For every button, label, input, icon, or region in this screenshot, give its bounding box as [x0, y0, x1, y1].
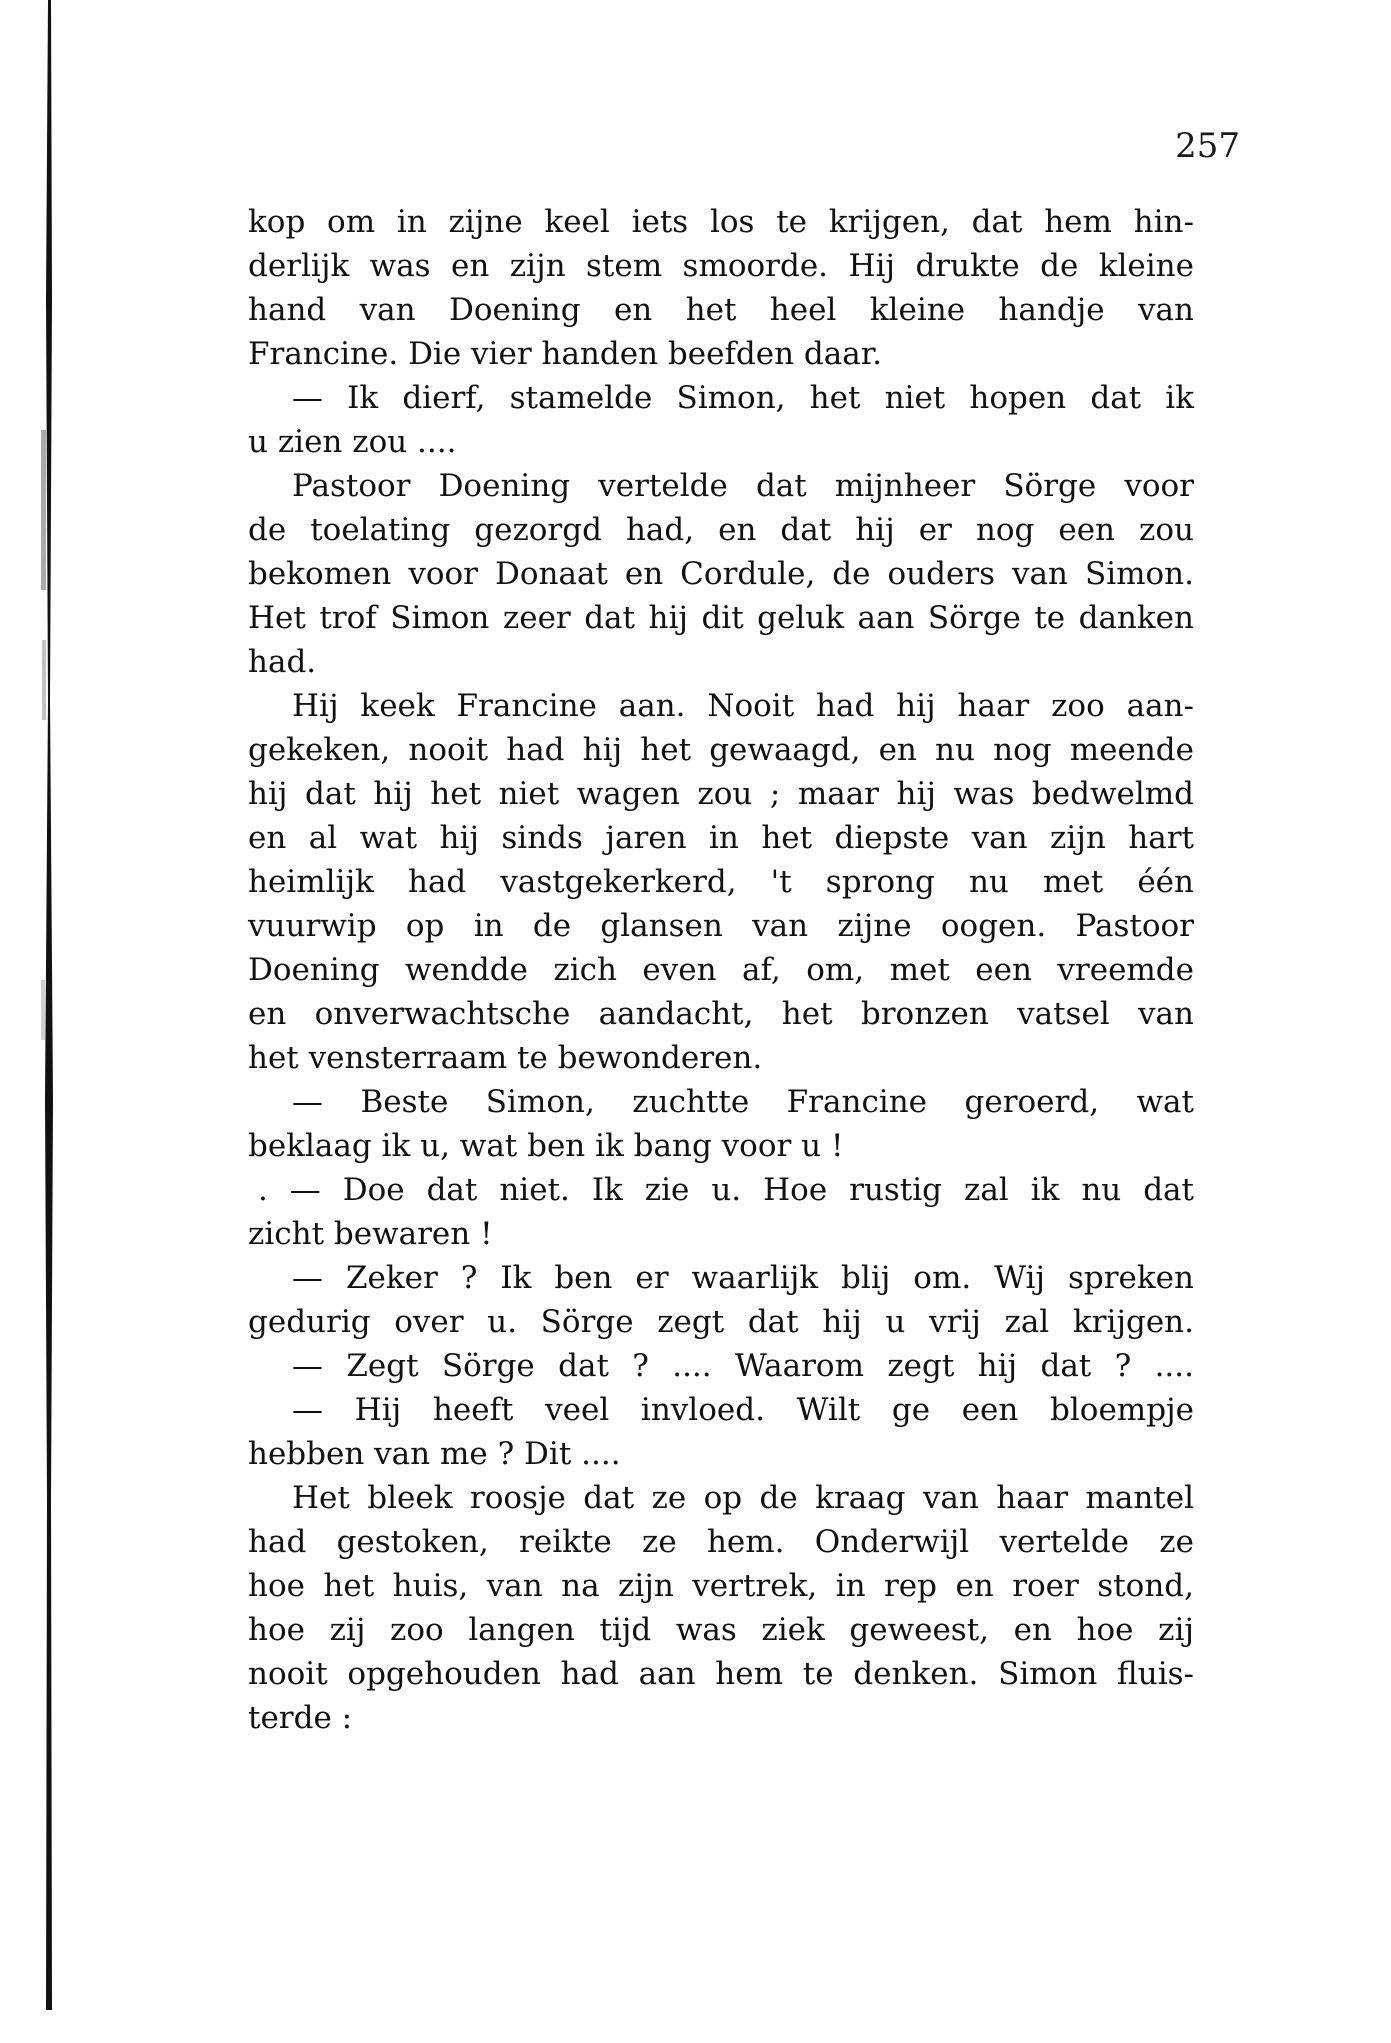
text-line: de toelating gezorgd had, en dat hij er nog een zou: [248, 512, 1194, 548]
text-line: Het trof Simon zeer dat hij dit geluk aan Sörge te danken: [248, 600, 1194, 636]
text-line: hoe het huis, van na zijn vertrek, in rep en roer stond,: [248, 1568, 1194, 1604]
text-line: bekomen voor Donaat en Cordule, de ouders van Simon.: [248, 556, 1194, 592]
text-line: hebben van me ? Dit ....: [248, 1436, 621, 1472]
text-line: vuurwip op in de glansen van zijne oogen. Pastoor: [248, 908, 1194, 944]
text-line: nooit opgehouden had aan hem te denken. Simon fluis-: [248, 1656, 1194, 1692]
text-line: . — Doe dat niet. Ik zie u. Hoe rustig zal ik nu dat: [258, 1172, 1194, 1208]
page-number: 257: [1175, 126, 1240, 166]
text-line: — Ik dierf, stamelde Simon, het niet hopen dat ik: [292, 380, 1194, 416]
text-line: u zien zou ....: [248, 424, 457, 460]
text-line: Pastoor Doening vertelde dat mijnheer Sörge voor: [292, 468, 1194, 504]
text-line: had gestoken, reikte ze hem. Onderwijl vertelde ze: [248, 1524, 1194, 1560]
text-line: heimlijk had vastgekerkerd, 't sprong nu met één: [248, 864, 1194, 900]
text-line: — Beste Simon, zuchtte Francine geroerd, wat: [292, 1084, 1194, 1120]
text-line: — Zeker ? Ik ben er waarlijk blij om. Wij spreken: [292, 1260, 1194, 1296]
text-line: gekeken, nooit had hij het gewaagd, en nu nog meende: [248, 732, 1194, 768]
text-line: kop om in zijne keel iets los te krijgen, dat hem hin-: [248, 204, 1194, 240]
text-line: en al wat hij sinds jaren in het diepste van zijn hart: [248, 820, 1194, 856]
text-line: — Hij heeft veel invloed. Wilt ge een bloempje: [292, 1392, 1194, 1428]
binding-edge: [40, 0, 56, 2010]
text-line: — Zegt Sörge dat ? .... Waarom zegt hij dat ? ....: [292, 1348, 1194, 1384]
text-line: en onverwachtsche aandacht, het bronzen vatsel van: [248, 996, 1194, 1032]
text-line: Het bleek roosje dat ze op de kraag van haar mantel: [292, 1480, 1194, 1516]
text-line: derlijk was en zijn stem smoorde. Hij drukte de kleine: [248, 248, 1194, 284]
text-line: het vensterraam te bewonderen.: [248, 1040, 763, 1076]
text-line: Francine. Die vier handen beefden daar.: [248, 336, 883, 372]
text-line: zicht bewaren !: [248, 1216, 493, 1252]
text-line: gedurig over u. Sörge zegt dat hij u vrij zal krijgen.: [248, 1304, 1194, 1340]
text-line: Hij keek Francine aan. Nooit had hij haar zoo aan-: [292, 688, 1194, 724]
text-line: hand van Doening en het heel kleine handje van: [248, 292, 1194, 328]
text-line: beklaag ik u, wat ben ik bang voor u !: [248, 1128, 844, 1164]
text-line: hoe zij zoo langen tijd was ziek geweest, en hoe zij: [248, 1612, 1194, 1648]
text-line: Doening wendde zich even af, om, met een vreemde: [248, 952, 1194, 988]
text-line: terde :: [248, 1700, 353, 1736]
text-line: had.: [248, 644, 317, 680]
text-line: hij dat hij het niet wagen zou ; maar hij was bedwelmd: [248, 776, 1194, 812]
